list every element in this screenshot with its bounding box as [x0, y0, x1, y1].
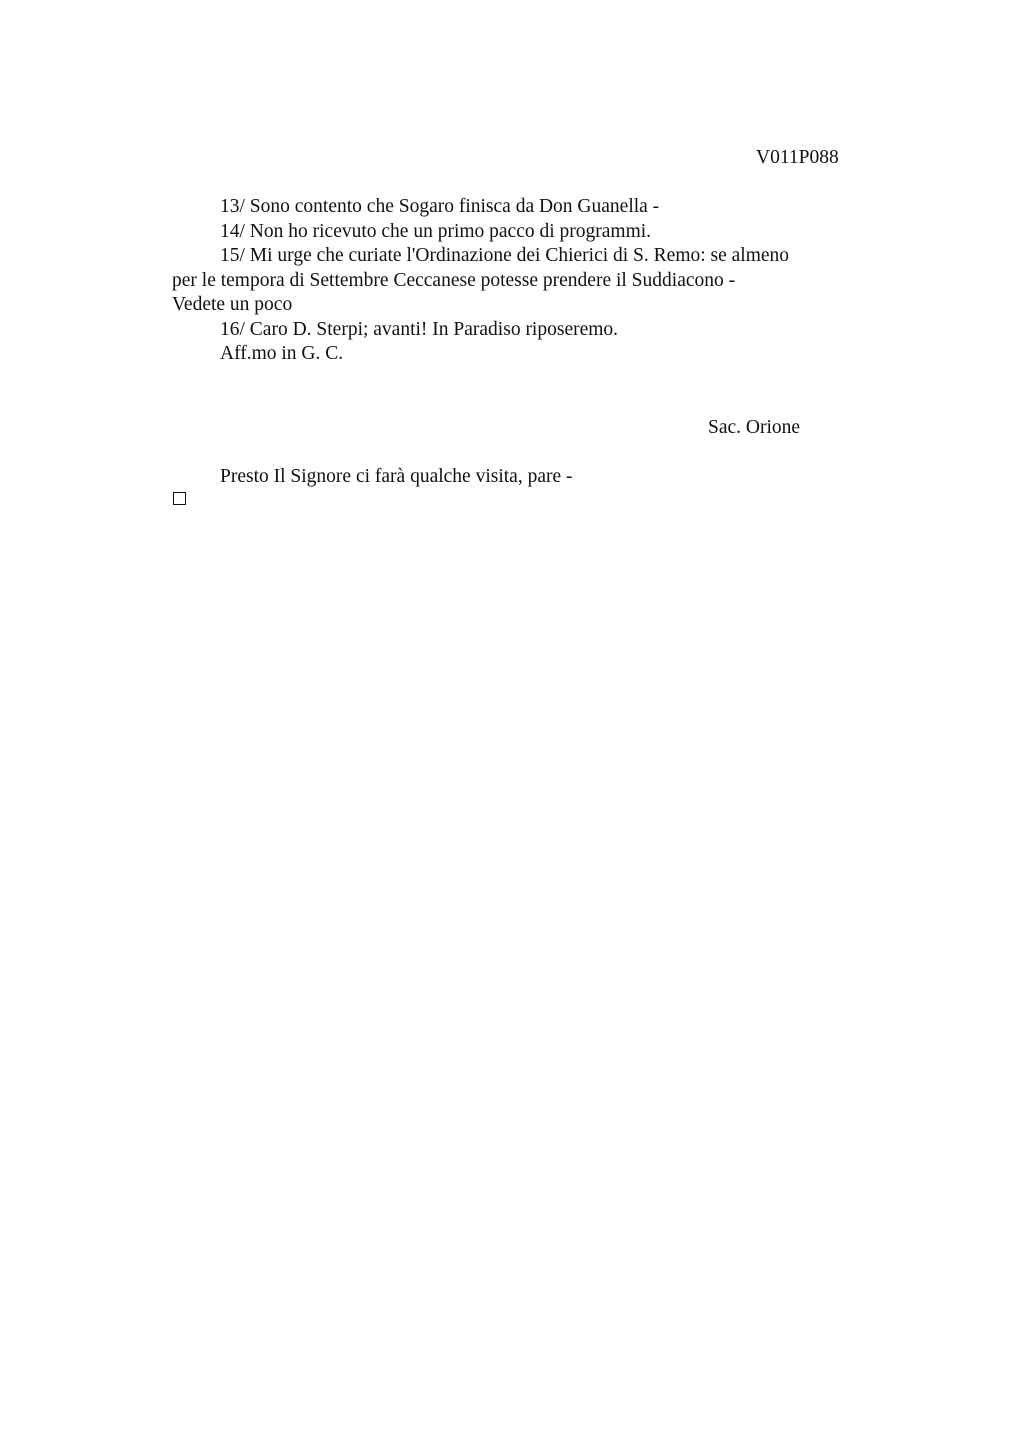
- square-glyph-icon: [173, 492, 186, 505]
- closing-salutation: Aff.mo in G. C.: [220, 343, 344, 364]
- signature: Sac. Orione: [708, 417, 801, 438]
- paragraph-14: 14/ Non ho ricevuto che un primo pacco di programmi.: [220, 220, 652, 242]
- paragraph-13: 13/ Sono contento che Sogaro finisca da Don Guanella -: [220, 196, 660, 217]
- paragraph-15-line-3: Vedete un poco: [172, 294, 293, 315]
- page-identifier: V011P088: [756, 147, 839, 168]
- paragraph-15-line-2: per le tempora di Settembre Ceccanese potesse prendere il Suddiacono -: [172, 269, 736, 291]
- paragraph-15-line-1: 15/ Mi urge che curiate l'Ordinazione dei Chierici di S. Remo: se almeno: [220, 245, 790, 266]
- letter-body: [172, 195, 872, 367]
- postscript: Presto Il Signore ci farà qualche visita, pare -: [220, 466, 573, 487]
- paragraph-16: 16/ Caro D. Sterpi; avanti! In Paradiso riposeremo.: [220, 318, 619, 340]
